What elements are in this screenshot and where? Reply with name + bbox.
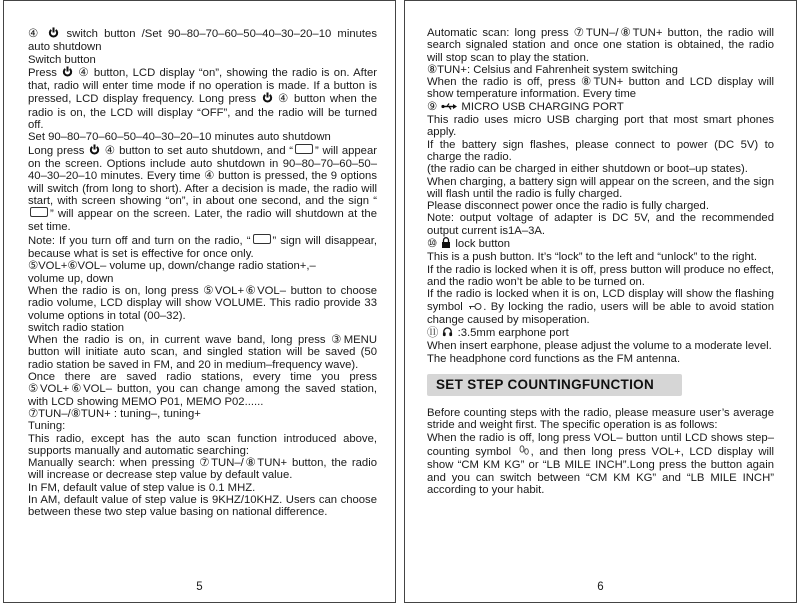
left-paragraph: volume up, down [28,272,114,285]
left-paragraph: Manually search: when pressing ⑦TUN–/⑧TUN+ button, the radio will increase or decrease step value by default value. [28,457,377,482]
right-paragraph: If the radio is locked when it is off, press button will produce no effect, and the radio won’t be able to be turned on. [427,263,774,288]
right-paragraph: ⑩ lock button [427,238,511,251]
power-icon [48,27,59,41]
left-paragraph: When the radio is on, in current wave band, long press ③MENU button will initiate auto scan, and singled station will be saved (50 radio station be saved in FM, and 20 in medium–frequency wave). [28,334,377,371]
power-icon [62,66,73,77]
right-paragraph: When the radio is off, long press VOL– button until LCD shows step–counting symbol , and then long press VOL+, LCD display will show “CM KM KG” or “LB MILE INCH”.Long press the button again and you can switch between “CM KM KG” and “LB MILE INCH” according to your habit. [427,431,775,496]
left-paragraph: Long press ④ button to set auto shutdown, and “ ” will appear on the screen. Options include auto shutdown in 90–80–70–60–50–40–30–20–10 minutes. Every time ④ button is pressed, the 9 options will switch (from long to short). After a decision is made, the radio will start, with screen showing “on”, in about one second, and the sign “” will appear on the screen. Later, the radio will shutdown at the set time. [28,144,377,234]
right-paragraph: (the radio can be charged in either shutdown or boot–up states). [427,163,748,176]
headphone-icon [442,326,453,340]
power-icon [89,144,100,158]
left-paragraph: Once there are saved radio stations, every time you press ⑤VOL+⑥VOL– button, you can change among the saved station, with LCD showing MEMO P01, MEMO P02...... [28,371,377,408]
headphone-icon [442,326,453,337]
left-paragraph: When the radio is on, long press ⑤VOL+⑥VOL– button to choose radio volume, LCD display will show VOLUME. This radio provide 33 volume options in total (00–32). [28,284,377,322]
left-paragraph: ⑤VOL+⑥VOL– volume up, down/change radio station+,– [28,260,316,273]
step-counter-icon [518,444,530,459]
sleep-timer-icon [29,207,49,221]
right-paragraph: Automatic scan: long press ⑦TUN–/⑧TUN+ button, the radio will search signaled station and once one station is obtained, the radio will stop scan to play the station. [427,27,774,64]
section-heading: SET STEP COUNTINGFUNCTION [436,376,655,392]
right-paragraph: ⑪ :3.5mm earphone port [427,327,569,340]
sleep-timer-icon [295,144,313,154]
left-paragraph: In FM, default value of step value is 0.1 MHZ. [28,481,256,494]
right-paragraph: ⑨ MICRO USB CHARGING PORT [427,100,624,113]
power-icon [48,27,59,38]
page-number-left: 5 [196,581,203,593]
left-page [3,0,396,603]
sleep-timer-icon [294,144,314,158]
page-number-right: 6 [597,581,604,593]
right-paragraph: Please disconnect power once the radio is fully charged. [427,200,709,213]
right-paragraph: The headphone cord functions as the FM antenna. [427,352,681,365]
left-paragraph: Switch button [28,53,96,66]
key-lock-icon [468,302,482,311]
left-paragraph: Set 90–80–70–60–50–40–30–20–10 minutes auto shutdown [28,131,331,144]
step-counter-icon [518,444,530,456]
right-paragraph: Before counting steps with the radio, please measure user’s average stride and weight first. The specific operation is as follows: [427,407,774,432]
left-paragraph: switch radio station [28,321,125,334]
right-paragraph: If the battery sign flashes, please connect to power (DC 5V) to charge the radio. [427,138,774,163]
right-paragraph: ⑧TUN+: Celsius and Fahrenheit system switching [427,63,678,76]
usb-icon [441,102,457,111]
left-paragraph: This radio, except has the auto scan function introduced above, supports manually and automatic searching: [28,432,377,457]
lock-icon [441,237,451,251]
left-paragraph: ④ switch button /Set 90–80–70–60–50–40–30–20–10 minutes auto shutdown [28,28,377,54]
sleep-timer-icon [252,234,272,248]
power-icon [89,144,100,155]
right-paragraph: When charging, a battery sign will appear on the screen, and the sign will flash until the radio is fully charged. [427,175,774,200]
power-icon [262,92,273,106]
right-paragraph: When insert earphone, please adjust the volume to a moderate level. [427,340,772,353]
left-paragraph: Press ④ button, LCD display “on”, showing the radio is on. After that, radio will enter time mode if no operation is made. If a button is pressed, LCD display frequency. Long press ④ button when the radio is on, the LCD will display “OFF”, and the radio will be turned off. [28,66,377,132]
section-heading-bar [427,374,682,396]
power-icon [62,66,73,80]
power-icon [262,92,273,103]
right-paragraph: When the radio is off, press ⑧TUN+ button and LCD display will show temperature information. Every time [427,76,774,101]
left-page-text [28,27,377,519]
key-lock-icon [468,302,482,314]
right-paragraph: If the radio is locked when it is on, LCD display will show the flashing symbol . By locking the radio, users will be able to avoid station change caused by misoperation. [427,288,774,326]
sleep-timer-icon [30,207,48,217]
left-paragraph: Tuning: [28,420,66,433]
left-paragraph: ⑦TUN–/⑧TUN+ : tuning–, tuning+ [28,407,201,420]
sleep-timer-icon [253,234,271,244]
left-paragraph: Note: If you turn off and turn on the radio, “ ” sign will disappear, because what is set is effective for once only. [28,234,377,261]
right-paragraph: This radio uses micro USB charging port that most smart phones apply. [427,114,774,139]
right-paragraph: Note: output voltage of adapter is DC 5V, and the recommended output current is1A–3A. [427,212,774,237]
right-paragraph: This is a push button. It’s “lock” to the left and “unlock” to the right. [427,251,758,264]
lock-icon [441,237,451,248]
usb-icon [441,102,457,114]
right-page [404,0,797,603]
right-page-text [427,27,774,496]
left-paragraph: In AM, default value of step value is 9KHZ/10KHZ. Users can choose between these two step value basing on national difference. [28,493,377,519]
